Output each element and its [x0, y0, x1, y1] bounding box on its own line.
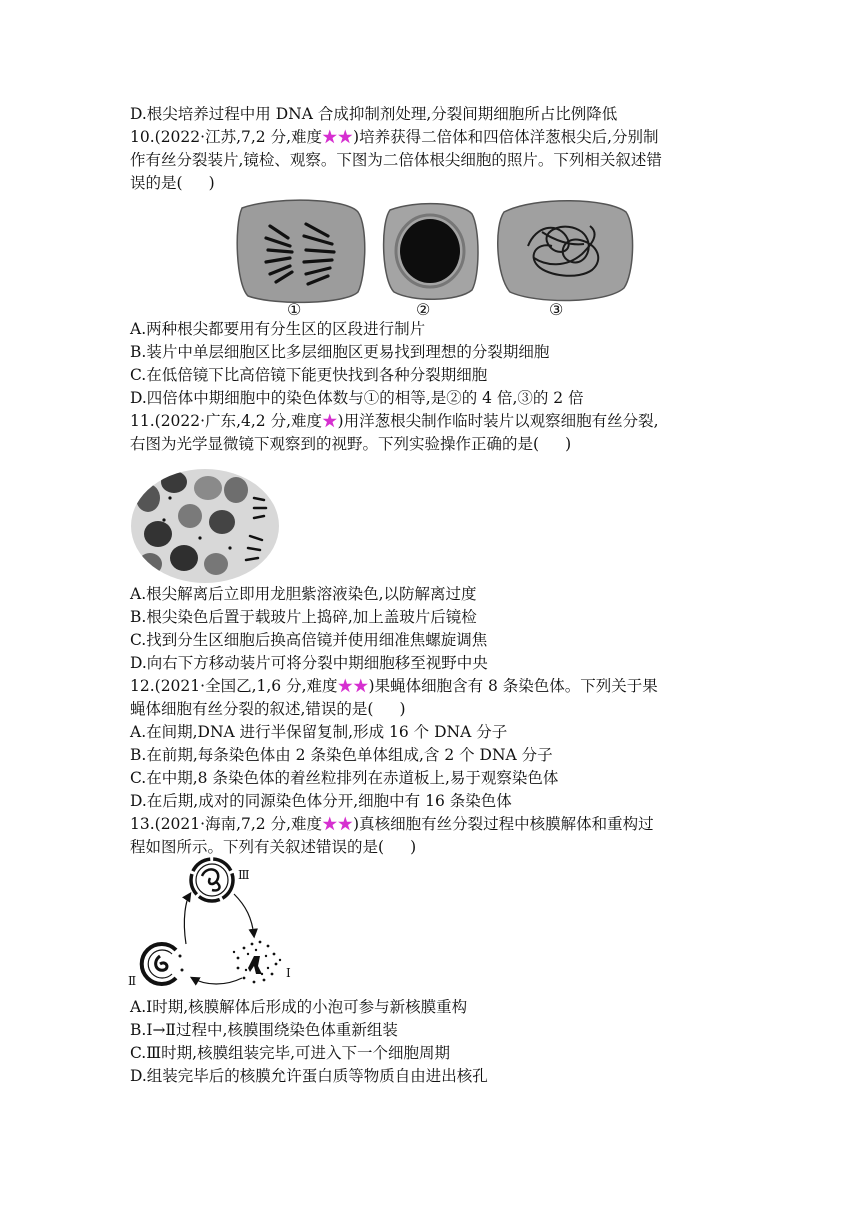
q10-stem-1a: 10.(2022·江苏,7,2 分,难度	[130, 128, 323, 146]
q13-stem-1a: 13.(2021·海南,7,2 分,难度	[130, 815, 323, 833]
q10-option-a: A.两种根尖都要用有分生区的区段进行制片	[130, 320, 426, 338]
difficulty-stars: ★	[322, 412, 338, 430]
arrow-i-to-ii	[192, 978, 242, 984]
q10-stem-3a: 误的是(	[130, 174, 183, 192]
q11-stem-1a: 11.(2022·广东,4,2 分,难度	[130, 412, 323, 430]
q13-stem-2b: )	[410, 838, 417, 856]
q12-stem-line2	[130, 698, 406, 720]
q10-option-c: C.在低倍镜下比高倍镜下能更快找到各种分裂期细胞	[130, 366, 488, 384]
stage-i-nucleus-icon	[233, 941, 281, 984]
q13-stem-2a: 程如图所示。下列有关叙述错误的是(	[130, 838, 385, 856]
stage-label-iii: Ⅲ	[238, 868, 250, 882]
q10-option-b: B.装片中单层细胞区比多层细胞区更易找到理想的分裂期细胞	[130, 343, 550, 361]
fig-label-3: ③	[549, 300, 564, 319]
q13-stem-line1	[130, 813, 654, 835]
nuclear-envelope-cycle-diagram	[126, 856, 316, 992]
q11-option-a: A.根尖解离后立即用龙胆紫溶液染色,以防解离过度	[130, 585, 477, 603]
q10-stem-line2: 作有丝分裂装片,镜检、观察。下图为二倍体根尖细胞的照片。下列相关叙述错	[130, 151, 662, 169]
arrow-iii-to-i	[234, 894, 254, 936]
q12-option-b: B.在前期,每条染色体由 2 条染色单体组成,含 2 个 DNA 分子	[130, 746, 553, 764]
q10-stem-3b: )	[208, 174, 215, 192]
q12-option-a: A.在间期,DNA 进行半保留复制,形成 16 个 DNA 分子	[130, 723, 508, 741]
q12-stem-2a: 蝇体细胞有丝分裂的叙述,错误的是(	[130, 700, 374, 718]
q9-option-d: D.根尖培养过程中用 DNA 合成抑制剂处理,分裂间期细胞所占比例降低	[130, 105, 618, 123]
q13-stem-1b: )真核细胞有丝分裂过程中核膜解体和重构过	[353, 815, 654, 833]
q11-stem-line1	[130, 410, 659, 432]
q12-stem-2b: )	[399, 700, 406, 718]
q12-stem-1a: 12.(2021·全国乙,1,6 分,难度	[130, 677, 338, 695]
q13-option-b: B.Ⅰ→Ⅱ过程中,核膜围绕染色体重新组装	[130, 1021, 398, 1039]
q11-option-c: C.找到分生区细胞后换高倍镜并使用细准焦螺旋调焦	[130, 631, 488, 649]
q11-stem-2b: )	[565, 435, 572, 453]
q11-stem-line2	[130, 433, 571, 455]
difficulty-stars: ★★	[337, 677, 369, 695]
stage-label-ii: Ⅱ	[128, 974, 137, 988]
arrow-ii-to-iii	[184, 894, 190, 944]
q12-option-d: D.在后期,成对的同源染色体分开,细胞中有 16 条染色体	[130, 792, 512, 810]
difficulty-stars: ★★	[322, 815, 354, 833]
stage-label-i: Ⅰ	[286, 966, 291, 980]
q13-option-c: C.Ⅲ时期,核膜组装完毕,可进入下一个细胞周期	[130, 1044, 451, 1062]
q13-option-a: A.Ⅰ时期,核膜解体后形成的小泡可参与新核膜重构	[130, 998, 468, 1016]
q10-stem-line3	[130, 172, 215, 194]
prophase-cell-image	[498, 201, 633, 301]
difficulty-stars: ★★	[322, 128, 354, 146]
q12-stem-line1	[130, 675, 658, 697]
q10-stem-1b: )培养获得二倍体和四倍体洋葱根尖后,分别制	[353, 128, 659, 146]
q13-stem-line2	[130, 836, 416, 858]
stage-ii-nucleus-icon	[142, 944, 184, 984]
fig-label-2: ②	[416, 300, 431, 319]
q11-stem-2a: 右图为光学显微镜下观察到的视野。下列实验操作正确的是(	[130, 435, 540, 453]
interphase-cell-image	[384, 204, 478, 300]
stage-iii-nucleus-icon	[191, 859, 233, 901]
q11-stem-1b: )用洋葱根尖制作临时装片以观察细胞有丝分裂,	[337, 412, 659, 430]
q11-option-d: D.向右下方移动装片可将分裂中期细胞移至视野中央	[130, 654, 488, 672]
q11-option-b: B.根尖染色后置于载玻片上捣碎,加上盖玻片后镜检	[130, 608, 477, 626]
q13-option-d: D.组装完毕后的核膜允许蛋白质等物质自由进出核孔	[130, 1067, 488, 1085]
q12-option-c: C.在中期,8 条染色体的着丝粒排列在赤道板上,易于观察染色体	[130, 769, 559, 787]
q12-stem-1b: )果蝇体细胞含有 8 条染色体。下列关于果	[368, 677, 658, 695]
anaphase-cell-image	[237, 200, 365, 302]
fig-label-1: ①	[287, 300, 302, 319]
microscope-field-image	[130, 468, 280, 584]
q10-option-d: D.四倍体中期细胞中的染色体数与①的相等,是②的 4 倍,③的 2 倍	[130, 389, 584, 407]
q10-stem-line1	[130, 126, 659, 148]
